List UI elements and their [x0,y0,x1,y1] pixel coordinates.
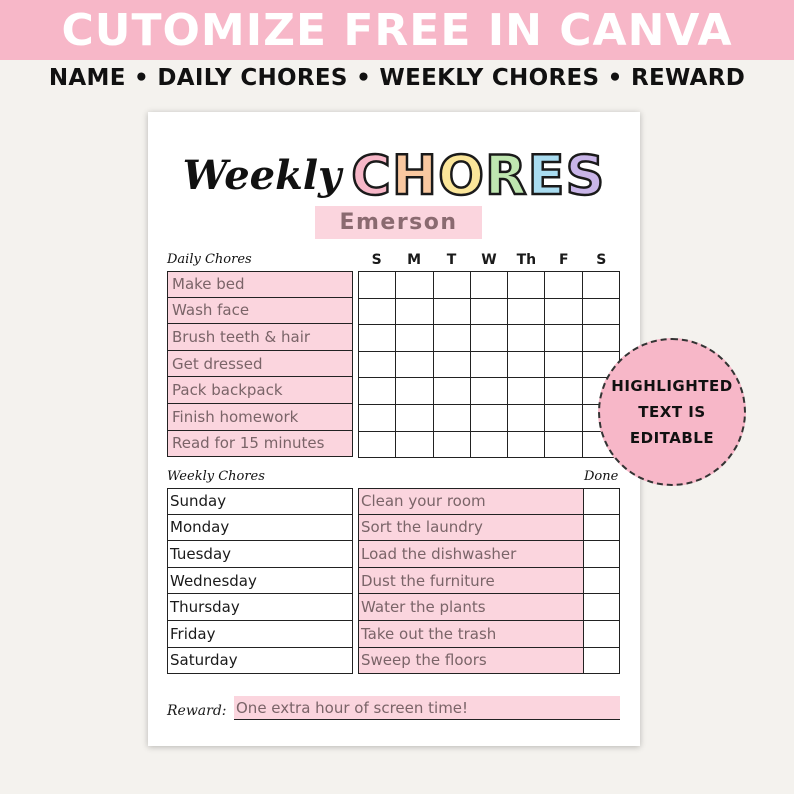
weekly-chore-field[interactable]: Load the dishwasher [358,541,584,568]
check-box[interactable] [396,404,433,431]
check-box[interactable] [508,431,545,458]
grid-row [359,404,620,431]
weekly-chore-field[interactable]: Water the plants [358,594,584,621]
done-check-box[interactable] [584,568,620,595]
check-box[interactable] [470,351,507,378]
daily-chore-field[interactable]: Brush teeth & hair [167,324,353,351]
badge-line: HIGHLIGHTED [611,377,733,395]
title-letter: O [438,143,486,207]
check-box[interactable] [433,272,470,299]
chore-chart-sheet [148,112,640,746]
weekday-cell: Wednesday [167,568,353,595]
grid-row [359,272,620,299]
weekly-chore-row [358,568,620,595]
weekly-chores-label: Weekly Chores [167,469,265,484]
daily-chore-field[interactable]: Get dressed [167,351,353,378]
badge-line: TEXT IS [638,403,706,421]
check-box[interactable] [433,298,470,325]
reward-field[interactable]: One extra hour of screen time! [234,696,620,720]
check-box[interactable] [359,325,396,352]
check-box[interactable] [433,325,470,352]
weekly-chore-row [358,594,620,621]
check-box[interactable] [508,404,545,431]
weekly-chore-field[interactable]: Sweep the floors [358,648,584,675]
weekly-chore-list [358,488,620,674]
done-check-box[interactable] [584,594,620,621]
weekly-chore-row [358,621,620,648]
day-header: T [446,252,457,268]
daily-chore-list [167,271,354,457]
grid-row [359,298,620,325]
weekly-chore-row [358,515,620,542]
sheet-title [148,140,640,210]
title-letter: R [485,143,528,207]
daily-chore-field[interactable]: Make bed [167,271,353,298]
check-box[interactable] [359,298,396,325]
check-box[interactable] [470,431,507,458]
title-letter: S [565,143,606,207]
check-box[interactable] [433,431,470,458]
title-bold [351,144,605,207]
check-box[interactable] [470,404,507,431]
check-box[interactable] [470,272,507,299]
check-box[interactable] [470,378,507,405]
done-label: Done [584,469,619,484]
check-box[interactable] [470,325,507,352]
check-box[interactable] [359,351,396,378]
check-box[interactable] [545,351,582,378]
day-header: F [559,252,569,268]
grid-row [359,378,620,405]
weekday-cell: Sunday [167,488,353,515]
day-header: Th [516,252,537,268]
check-box[interactable] [545,431,582,458]
weekday-cell: Thursday [167,594,353,621]
check-box[interactable] [470,298,507,325]
check-box[interactable] [396,298,433,325]
check-box[interactable] [508,351,545,378]
check-box[interactable] [396,431,433,458]
check-box[interactable] [396,272,433,299]
weekday-cell: Saturday [167,648,353,675]
grid-row [359,351,620,378]
day-header: W [481,252,497,268]
weekday-list [167,488,353,674]
weekly-chore-field[interactable]: Dust the furniture [358,568,584,595]
reward-label: Reward: [167,703,227,719]
daily-chore-field[interactable]: Wash face [167,298,353,325]
badge-line: EDITABLE [629,429,715,447]
weekly-chore-field[interactable]: Sort the laundry [358,515,584,542]
done-check-box[interactable] [584,621,620,648]
name-field[interactable]: Emerson [315,206,482,239]
day-header: M [407,252,422,268]
check-box[interactable] [359,404,396,431]
grid-row [359,325,620,352]
daily-checkbox-grid [358,271,620,458]
check-box[interactable] [582,325,619,352]
title-letter: H [391,143,439,207]
promo-banner [0,0,794,60]
day-header: S [371,252,382,268]
weekly-chore-field[interactable]: Clean your room [358,488,584,515]
weekday-cell: Tuesday [167,541,353,568]
daily-chore-field[interactable]: Read for 15 minutes [167,431,353,458]
check-box[interactable] [359,272,396,299]
daily-chores-label: Daily Chores [167,252,252,267]
check-box[interactable] [582,298,619,325]
check-box[interactable] [545,325,582,352]
check-box[interactable] [508,298,545,325]
weekday-cell: Monday [167,515,353,542]
weekly-chore-field[interactable]: Take out the trash [358,621,584,648]
check-box[interactable] [508,325,545,352]
editable-badge [598,338,746,486]
check-box[interactable] [359,378,396,405]
title-script: Weekly [182,151,342,199]
weekday-cell: Friday [167,621,353,648]
title-letter: C [351,143,392,207]
check-box[interactable] [582,272,619,299]
day-header-row [358,252,620,270]
check-box[interactable] [396,325,433,352]
daily-chore-field[interactable]: Pack backpack [167,377,353,404]
check-box[interactable] [545,378,582,405]
done-check-box[interactable] [584,488,620,515]
weekly-chore-row [358,541,620,568]
check-box[interactable] [433,351,470,378]
check-box[interactable] [396,378,433,405]
check-box[interactable] [359,431,396,458]
day-header: S [596,252,607,268]
grid-row [359,431,620,458]
banner-text: CUTOMIZE FREE IN CANVA [61,4,733,56]
done-check-box[interactable] [584,648,620,675]
check-box[interactable] [396,351,433,378]
title-letter: E [527,143,566,207]
check-box[interactable] [508,378,545,405]
check-box[interactable] [545,404,582,431]
done-check-box[interactable] [584,515,620,542]
feature-subtitle: NAME • DAILY CHORES • WEEKLY CHORES • REWARD [48,65,746,91]
weekly-chore-row [358,488,620,515]
daily-chore-field[interactable]: Finish homework [167,404,353,431]
check-box[interactable] [433,404,470,431]
check-box[interactable] [433,378,470,405]
weekly-chore-row [358,648,620,675]
done-check-box[interactable] [584,541,620,568]
check-box[interactable] [545,298,582,325]
check-box[interactable] [508,272,545,299]
check-box[interactable] [545,272,582,299]
